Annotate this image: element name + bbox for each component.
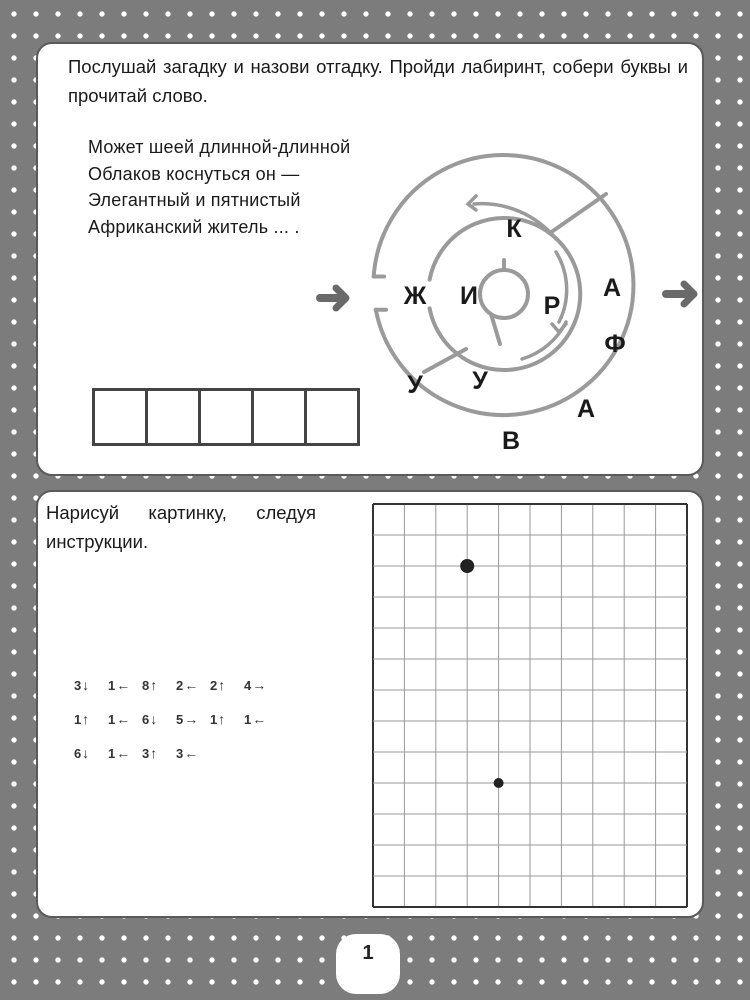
arrow-up-icon: ↑ xyxy=(150,677,158,693)
step-count: 3 xyxy=(74,678,82,693)
step-down xyxy=(74,745,108,761)
task1-instruction: Послушай загадку и назови отгадку. Пройди лабиринт, собери буквы и прочитай слово. xyxy=(68,56,688,106)
step-up xyxy=(210,711,244,727)
step-right xyxy=(176,711,210,727)
step-count: 1 xyxy=(108,678,116,693)
step-count: 1 xyxy=(108,746,116,761)
step-down xyxy=(142,711,176,727)
drawing-grid[interactable] xyxy=(371,502,691,908)
step-count: 1 xyxy=(244,712,252,727)
step-count: 4 xyxy=(244,678,252,693)
answer-boxes xyxy=(92,388,357,446)
maze[interactable] xyxy=(308,164,708,455)
step-count: 1 xyxy=(74,712,82,727)
step-count: 5 xyxy=(176,712,184,727)
maze-letter: У xyxy=(472,367,488,395)
step-count: 3 xyxy=(142,746,150,761)
step-count: 1 xyxy=(210,712,218,727)
riddle-maze-card xyxy=(36,42,704,476)
arrow-up-icon: ↑ xyxy=(218,711,226,727)
page-number-tab xyxy=(336,934,400,994)
step-left xyxy=(176,745,210,761)
maze-divider xyxy=(550,194,606,233)
arrow-left-icon: ← xyxy=(184,745,199,761)
step-left xyxy=(244,711,278,727)
maze-letter: А xyxy=(602,274,622,302)
arrow-down-icon: ↓ xyxy=(150,711,158,727)
task2-instruction: Нарисуй картинку, следуя инструкции. xyxy=(46,502,316,552)
arrow-up-icon: ↑ xyxy=(82,711,90,727)
step-count: 6 xyxy=(142,712,150,727)
arrow-left-icon: ← xyxy=(116,745,131,761)
arrow-left-icon: ← xyxy=(184,677,199,693)
maze-letter: В xyxy=(501,427,521,455)
step-left xyxy=(108,711,142,727)
arrow-left-icon: ← xyxy=(252,711,267,727)
riddle-line: Африканский житель ... . xyxy=(88,216,300,237)
maze-letter: И xyxy=(460,282,478,310)
riddle-line: Облаков коснуться он — xyxy=(88,163,300,184)
riddle-line: Элегантный и пятнистый xyxy=(88,190,301,210)
maze-letter: А xyxy=(576,395,596,423)
arrow-right-icon: → xyxy=(184,711,199,727)
step-count: 3 xyxy=(176,746,184,761)
arrow-right-icon: → xyxy=(252,677,267,693)
arrow-up-icon: ↑ xyxy=(218,677,226,693)
maze-letter: Ф xyxy=(604,330,626,358)
start-point[interactable] xyxy=(494,778,504,788)
step-count: 2 xyxy=(210,678,218,693)
answer-box[interactable] xyxy=(198,388,254,446)
step-count: 2 xyxy=(176,678,184,693)
riddle-line: Может шеей длинной-длинной xyxy=(88,137,351,157)
arrow-right-icon xyxy=(320,288,346,308)
step-up xyxy=(210,677,244,693)
step-down xyxy=(74,677,108,693)
step-up xyxy=(142,745,176,761)
grid-drawing-card xyxy=(36,490,704,918)
answer-box[interactable] xyxy=(304,388,360,446)
step-count: 1 xyxy=(108,712,116,727)
step-instructions xyxy=(74,668,278,770)
arrow-left-icon: ← xyxy=(116,711,131,727)
step-count: 6 xyxy=(74,746,82,761)
step-up xyxy=(142,677,176,693)
arrow-down-icon: ↓ xyxy=(82,677,90,693)
page-number: 1 xyxy=(362,942,374,964)
arrow-left-icon: ← xyxy=(116,677,131,693)
steps-row xyxy=(74,668,278,702)
step-left xyxy=(108,745,142,761)
maze-letter: У xyxy=(407,371,423,399)
answer-box[interactable] xyxy=(251,388,307,446)
answer-box[interactable] xyxy=(145,388,201,446)
arrow-down-icon: ↓ xyxy=(82,745,90,761)
steps-row xyxy=(74,702,278,736)
step-left xyxy=(108,677,142,693)
steps-row xyxy=(74,736,278,770)
maze-arrow-track xyxy=(522,322,566,359)
arrow-right-icon xyxy=(666,284,694,304)
maze-divider xyxy=(424,349,466,372)
maze-center-wall xyxy=(480,270,528,318)
step-right xyxy=(244,677,278,693)
start-point[interactable] xyxy=(460,559,474,573)
maze-letter: К xyxy=(506,215,522,243)
arrow-up-icon: ↑ xyxy=(150,745,158,761)
maze-letter: Ж xyxy=(403,282,427,310)
maze-letter: Р xyxy=(543,292,561,320)
step-count: 8 xyxy=(142,678,150,693)
answer-box[interactable] xyxy=(92,388,148,446)
step-up xyxy=(74,711,108,727)
step-left xyxy=(176,677,210,693)
